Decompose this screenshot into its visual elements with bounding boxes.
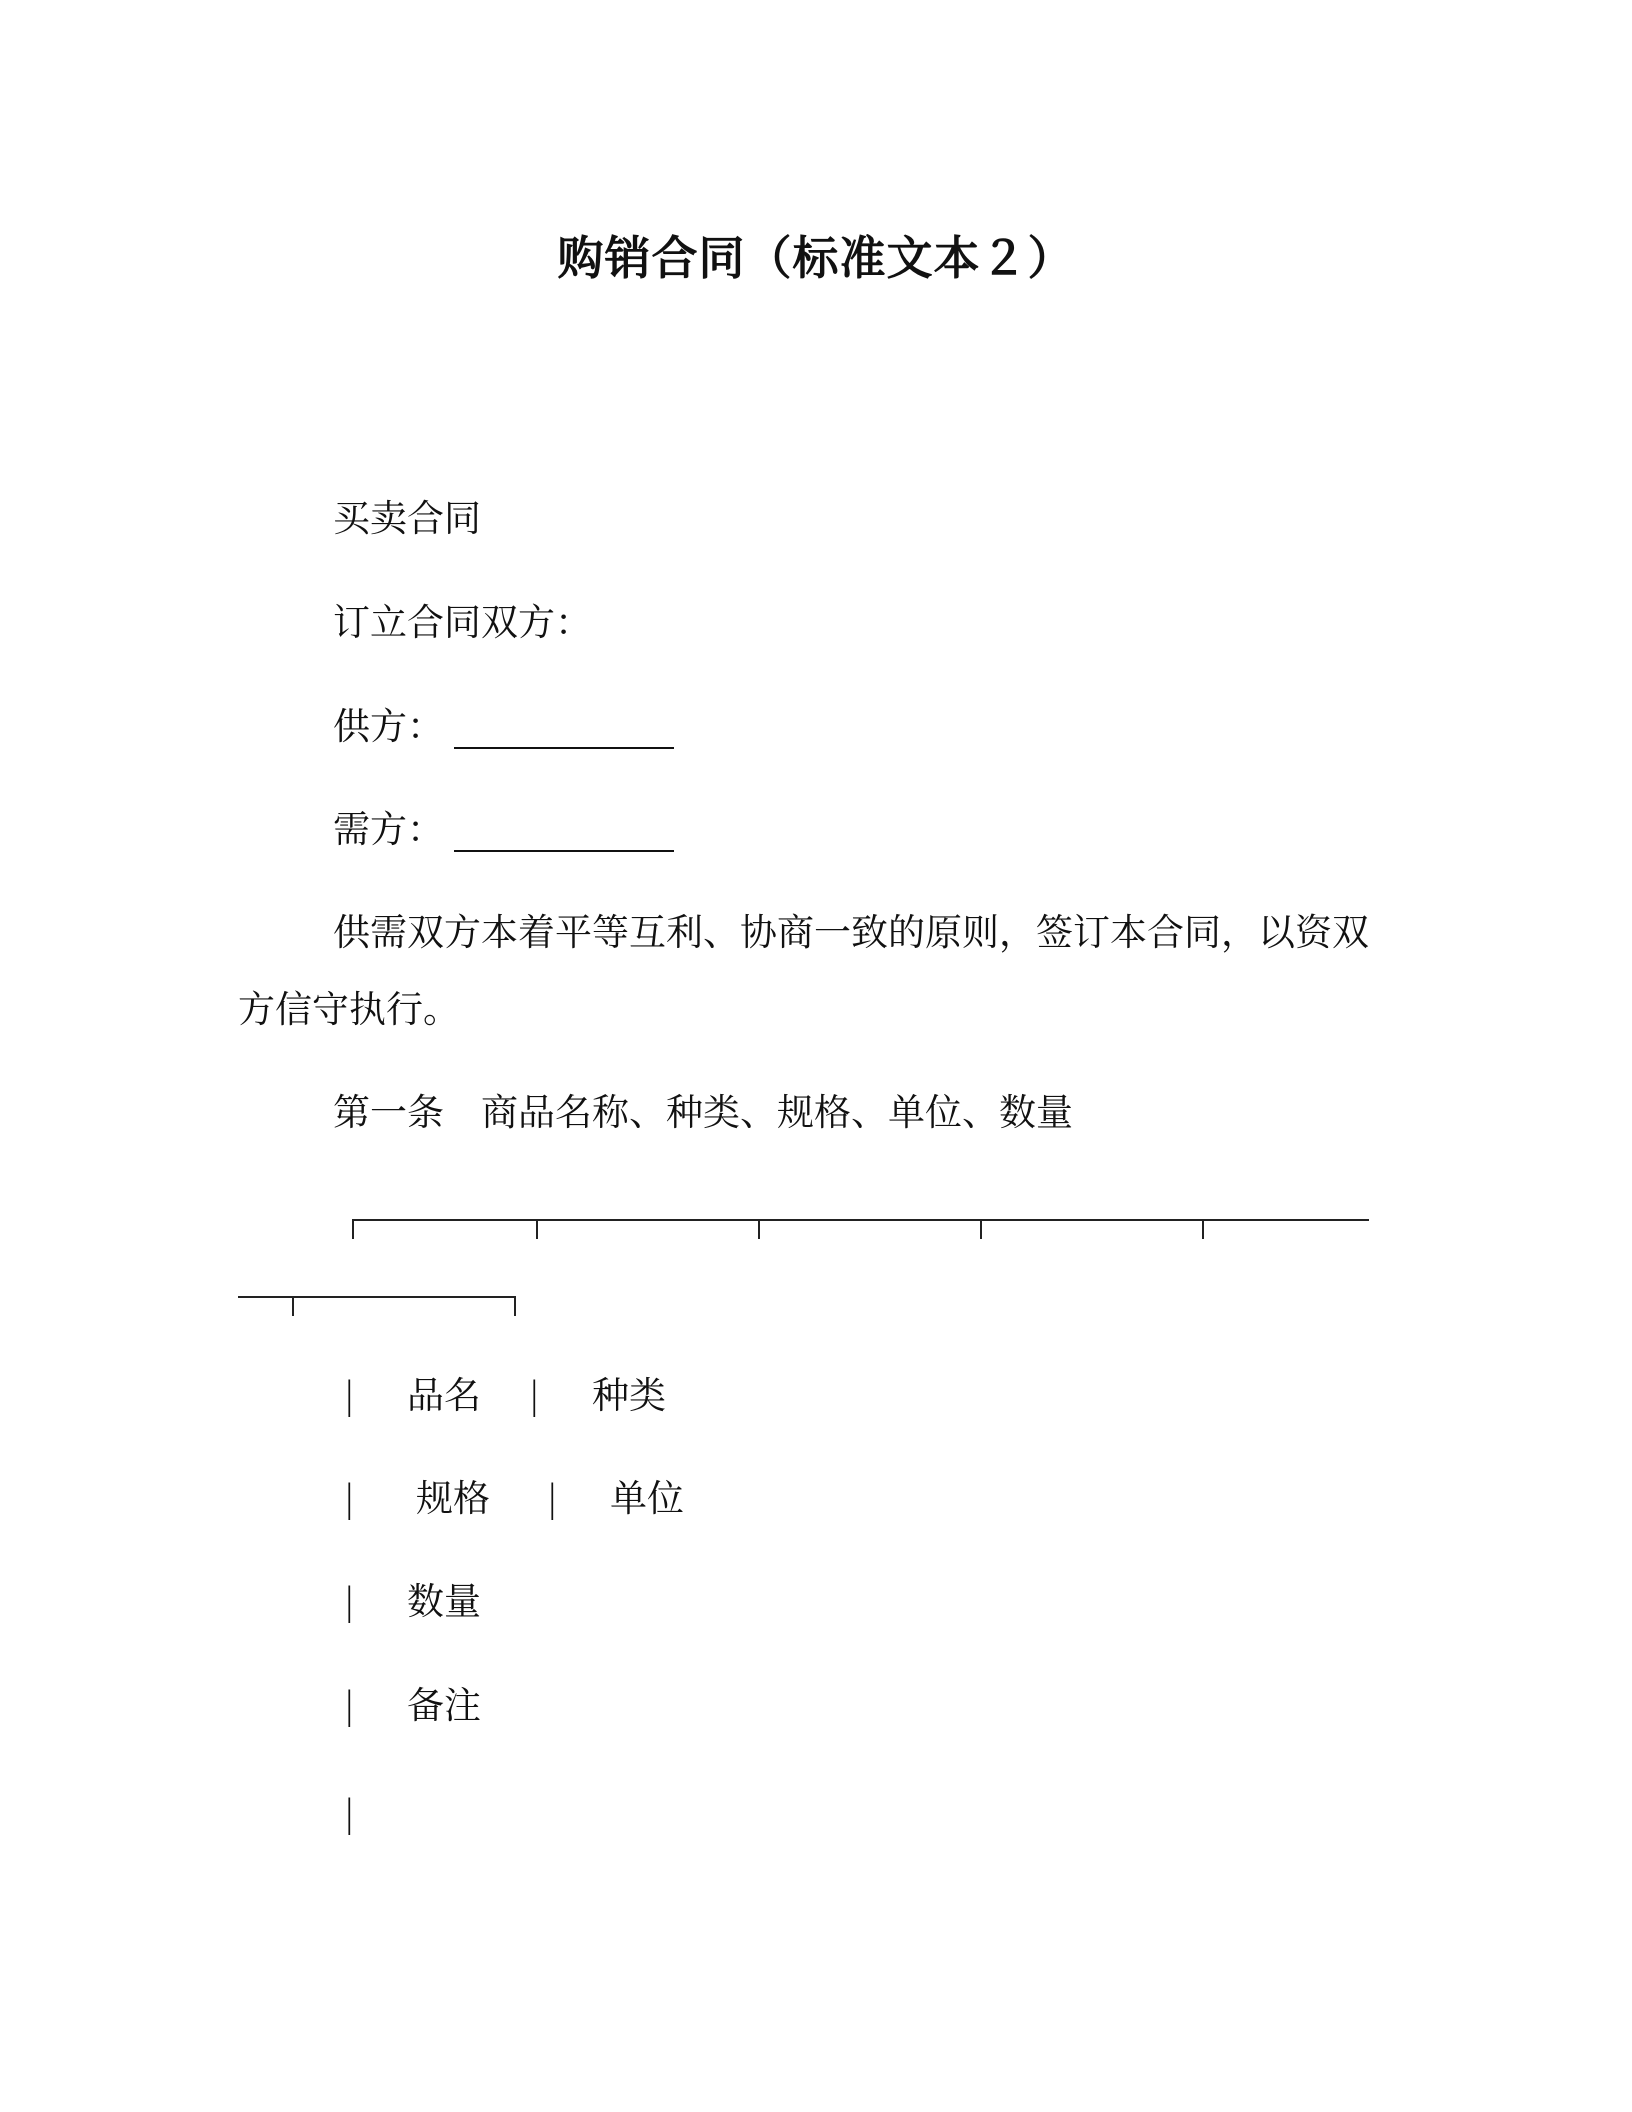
table-tick — [514, 1296, 516, 1316]
table-border-glyph: | — [528, 1374, 541, 1417]
principle-line-2: 方信守执行。 — [238, 988, 460, 1031]
table-top-border — [352, 1219, 1369, 1221]
document-title: 购销合同（标准文本２） — [557, 231, 1075, 285]
table-tick — [536, 1219, 538, 1239]
buyer-line — [333, 808, 674, 852]
principle-line-1: 供需双方本着平等互利、协商一致的原则，签订本合同，以资双 — [333, 911, 1369, 954]
table-cell-category: 种类 — [592, 1374, 666, 1417]
table-second-border — [238, 1296, 516, 1298]
table-tick — [352, 1219, 354, 1239]
table-border-glyph: | — [343, 1792, 356, 1835]
table-border-glyph: | — [343, 1684, 356, 1727]
parties-intro: 订立合同双方： — [333, 601, 592, 644]
table-border-glyph: | — [343, 1374, 356, 1417]
buyer-blank — [454, 810, 674, 852]
heading: 买卖合同 — [333, 497, 481, 540]
table-tick — [1202, 1219, 1204, 1239]
table-border-glyph: | — [546, 1477, 559, 1520]
table-cell-remarks: 备注 — [407, 1684, 481, 1727]
table-cell-unit: 单位 — [610, 1477, 684, 1520]
table-cell-spec: 规格 — [416, 1477, 490, 1520]
article-1-heading: 第一条 商品名称、种类、规格、单位、数量 — [333, 1091, 1073, 1134]
table-cell-name: 品名 — [407, 1374, 481, 1417]
table-tick — [980, 1219, 982, 1239]
supplier-line — [333, 705, 674, 749]
supplier-label: 供方： — [333, 705, 444, 748]
table-border-glyph: | — [343, 1477, 356, 1520]
table-border-glyph: | — [343, 1580, 356, 1623]
supplier-blank — [454, 707, 674, 749]
table-cell-quantity: 数量 — [407, 1580, 481, 1623]
table-tick — [758, 1219, 760, 1239]
buyer-label: 需方： — [333, 808, 444, 851]
table-tick — [292, 1296, 294, 1316]
